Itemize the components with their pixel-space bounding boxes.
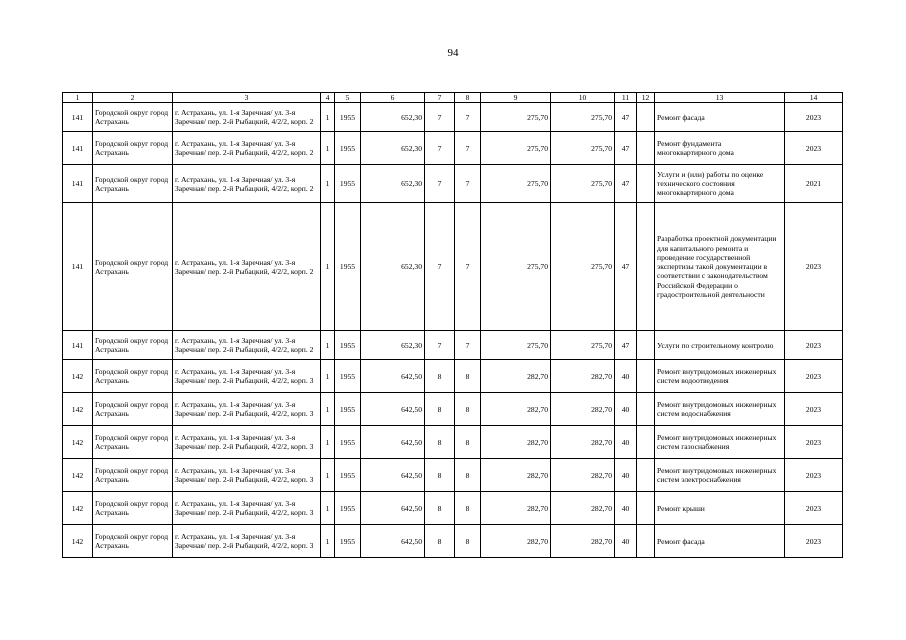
plan-year-cell: 2023 — [785, 132, 843, 165]
column-header: 13 — [655, 93, 785, 103]
col10-cell: 282,70 — [551, 492, 615, 525]
work-type-cell: Ремонт внутридомовых инженерных систем водоснабжения — [655, 393, 785, 426]
table-row — [63, 426, 843, 459]
col7-cell: 7 — [425, 132, 455, 165]
col12-cell — [637, 525, 655, 558]
row-number-cell: 142 — [63, 459, 93, 492]
build-year-cell: 1955 — [335, 459, 361, 492]
area-cell: 642,50 — [361, 426, 425, 459]
col11-cell: 47 — [615, 331, 637, 360]
district-cell: Городской округ город Астрахань — [93, 103, 173, 132]
row-number-cell: 141 — [63, 331, 93, 360]
area-cell: 652,30 — [361, 103, 425, 132]
col4-cell: 1 — [321, 393, 335, 426]
work-type-cell: Услуги и (или) работы по оценке технического состояния многоквартирного дома — [655, 165, 785, 203]
district-cell: Городской округ город Астрахань — [93, 459, 173, 492]
column-header: 10 — [551, 93, 615, 103]
col10-cell: 282,70 — [551, 393, 615, 426]
col4-cell: 1 — [321, 426, 335, 459]
col8-cell: 7 — [455, 165, 481, 203]
table-row — [63, 331, 843, 360]
area-cell: 642,50 — [361, 525, 425, 558]
work-type-cell: Ремонт внутридомовых инженерных систем электроснабжения — [655, 459, 785, 492]
row-number-cell: 142 — [63, 393, 93, 426]
col8-cell: 7 — [455, 103, 481, 132]
col7-cell: 8 — [425, 393, 455, 426]
table-row — [63, 525, 843, 558]
col10-cell: 275,70 — [551, 132, 615, 165]
work-type-cell: Ремонт фасада — [655, 103, 785, 132]
col11-cell: 40 — [615, 426, 637, 459]
plan-year-cell: 2023 — [785, 103, 843, 132]
col12-cell — [637, 132, 655, 165]
plan-year-cell: 2023 — [785, 393, 843, 426]
work-type-cell: Ремонт фасада — [655, 525, 785, 558]
row-number-cell: 141 — [63, 132, 93, 165]
col8-cell: 7 — [455, 132, 481, 165]
capital-repair-table — [62, 92, 843, 558]
table-row — [63, 393, 843, 426]
col9-cell: 282,70 — [481, 426, 551, 459]
col10-cell: 275,70 — [551, 203, 615, 331]
col7-cell: 8 — [425, 492, 455, 525]
col4-cell: 1 — [321, 492, 335, 525]
col11-cell: 40 — [615, 492, 637, 525]
table-row — [63, 103, 843, 132]
col8-cell: 8 — [455, 360, 481, 393]
area-cell: 642,50 — [361, 393, 425, 426]
col9-cell: 275,70 — [481, 165, 551, 203]
district-cell: Городской округ город Астрахань — [93, 393, 173, 426]
district-cell: Городской округ город Астрахань — [93, 331, 173, 360]
build-year-cell: 1955 — [335, 331, 361, 360]
col7-cell: 7 — [425, 331, 455, 360]
build-year-cell: 1955 — [335, 132, 361, 165]
col9-cell: 275,70 — [481, 132, 551, 165]
col7-cell: 8 — [425, 360, 455, 393]
col11-cell: 47 — [615, 203, 637, 331]
col7-cell: 8 — [425, 459, 455, 492]
column-header: 9 — [481, 93, 551, 103]
col12-cell — [637, 426, 655, 459]
district-cell: Городской округ город Астрахань — [93, 132, 173, 165]
col8-cell: 8 — [455, 525, 481, 558]
col11-cell: 40 — [615, 525, 637, 558]
column-header: 4 — [321, 93, 335, 103]
column-header: 8 — [455, 93, 481, 103]
col7-cell: 8 — [425, 426, 455, 459]
district-cell: Городской округ город Астрахань — [93, 165, 173, 203]
address-cell: г. Астрахань, ул. 1-я Заречная/ ул. 3-я Заречная/ пер. 2-й Рыбацкий, 4/2/2, корп. 3 — [173, 426, 321, 459]
col4-cell: 1 — [321, 459, 335, 492]
header-row — [63, 93, 843, 103]
row-number-cell: 142 — [63, 492, 93, 525]
column-header: 6 — [361, 93, 425, 103]
page-number: 94 — [447, 47, 459, 59]
col4-cell: 1 — [321, 103, 335, 132]
col8-cell: 8 — [455, 393, 481, 426]
work-type-cell: Ремонт крыши — [655, 492, 785, 525]
col7-cell: 7 — [425, 103, 455, 132]
district-cell: Городской округ город Астрахань — [93, 525, 173, 558]
col4-cell: 1 — [321, 331, 335, 360]
column-header: 2 — [93, 93, 173, 103]
column-header: 5 — [335, 93, 361, 103]
area-cell: 652,30 — [361, 132, 425, 165]
col10-cell: 282,70 — [551, 459, 615, 492]
plan-year-cell: 2023 — [785, 203, 843, 331]
col11-cell: 47 — [615, 132, 637, 165]
address-cell: г. Астрахань, ул. 1-я Заречная/ ул. 3-я Заречная/ пер. 2-й Рыбацкий, 4/2/2, корп. 3 — [173, 492, 321, 525]
build-year-cell: 1955 — [335, 360, 361, 393]
col8-cell: 8 — [455, 492, 481, 525]
plan-year-cell: 2023 — [785, 459, 843, 492]
col9-cell: 282,70 — [481, 459, 551, 492]
row-number-cell: 141 — [63, 203, 93, 331]
plan-year-cell: 2023 — [785, 492, 843, 525]
build-year-cell: 1955 — [335, 203, 361, 331]
work-type-cell: Ремонт внутридомовых инженерных систем газоснабжения — [655, 426, 785, 459]
address-cell: г. Астрахань, ул. 1-я Заречная/ ул. 3-я Заречная/ пер. 2-й Рыбацкий, 4/2/2, корп. 2 — [173, 331, 321, 360]
row-number-cell: 141 — [63, 165, 93, 203]
col11-cell: 47 — [615, 103, 637, 132]
col4-cell: 1 — [321, 525, 335, 558]
col12-cell — [637, 492, 655, 525]
address-cell: г. Астрахань, ул. 1-я Заречная/ ул. 3-я Заречная/ пер. 2-й Рыбацкий, 4/2/2, корп. 2 — [173, 103, 321, 132]
col9-cell: 282,70 — [481, 360, 551, 393]
col12-cell — [637, 360, 655, 393]
district-cell: Городской округ город Астрахань — [93, 426, 173, 459]
table-row — [63, 203, 843, 331]
col9-cell: 275,70 — [481, 331, 551, 360]
work-type-cell: Услуги по строительному контролю — [655, 331, 785, 360]
area-cell: 652,30 — [361, 331, 425, 360]
col11-cell: 47 — [615, 165, 637, 203]
district-cell: Городской округ город Астрахань — [93, 492, 173, 525]
plan-year-cell: 2023 — [785, 525, 843, 558]
col4-cell: 1 — [321, 132, 335, 165]
table-row — [63, 360, 843, 393]
area-cell: 642,50 — [361, 459, 425, 492]
col10-cell: 275,70 — [551, 103, 615, 132]
area-cell: 652,30 — [361, 203, 425, 331]
col9-cell: 282,70 — [481, 492, 551, 525]
col12-cell — [637, 203, 655, 331]
row-number-cell: 142 — [63, 426, 93, 459]
col7-cell: 8 — [425, 525, 455, 558]
col8-cell: 8 — [455, 459, 481, 492]
table-row — [63, 492, 843, 525]
col12-cell — [637, 459, 655, 492]
col9-cell: 282,70 — [481, 525, 551, 558]
col7-cell: 7 — [425, 165, 455, 203]
col4-cell: 1 — [321, 165, 335, 203]
work-type-cell: Ремонт внутридомовых инженерных систем водоотведения — [655, 360, 785, 393]
build-year-cell: 1955 — [335, 525, 361, 558]
col4-cell: 1 — [321, 203, 335, 331]
row-number-cell: 142 — [63, 360, 93, 393]
table-body — [63, 103, 843, 558]
col12-cell — [637, 393, 655, 426]
col8-cell: 7 — [455, 331, 481, 360]
col9-cell: 282,70 — [481, 393, 551, 426]
row-number-cell: 141 — [63, 103, 93, 132]
build-year-cell: 1955 — [335, 393, 361, 426]
col4-cell: 1 — [321, 360, 335, 393]
col10-cell: 282,70 — [551, 360, 615, 393]
area-cell: 642,50 — [361, 360, 425, 393]
col12-cell — [637, 331, 655, 360]
build-year-cell: 1955 — [335, 492, 361, 525]
column-header: 7 — [425, 93, 455, 103]
plan-year-cell: 2023 — [785, 360, 843, 393]
col12-cell — [637, 103, 655, 132]
district-cell: Городской округ город Астрахань — [93, 360, 173, 393]
area-cell: 652,30 — [361, 165, 425, 203]
address-cell: г. Астрахань, ул. 1-я Заречная/ ул. 3-я Заречная/ пер. 2-й Рыбацкий, 4/2/2, корп. 2 — [173, 165, 321, 203]
col11-cell: 40 — [615, 360, 637, 393]
build-year-cell: 1955 — [335, 165, 361, 203]
address-cell: г. Астрахань, ул. 1-я Заречная/ ул. 3-я Заречная/ пер. 2-й Рыбацкий, 4/2/2, корп. 3 — [173, 393, 321, 426]
col10-cell: 282,70 — [551, 426, 615, 459]
col10-cell: 275,70 — [551, 165, 615, 203]
col10-cell: 282,70 — [551, 525, 615, 558]
address-cell: г. Астрахань, ул. 1-я Заречная/ ул. 3-я Заречная/ пер. 2-й Рыбацкий, 4/2/2, корп. 3 — [173, 525, 321, 558]
col9-cell: 275,70 — [481, 203, 551, 331]
col11-cell: 40 — [615, 459, 637, 492]
column-header: 12 — [637, 93, 655, 103]
col10-cell: 275,70 — [551, 331, 615, 360]
col11-cell: 40 — [615, 393, 637, 426]
col7-cell: 7 — [425, 203, 455, 331]
column-header: 1 — [63, 93, 93, 103]
table-row — [63, 132, 843, 165]
address-cell: г. Астрахань, ул. 1-я Заречная/ ул. 3-я Заречная/ пер. 2-й Рыбацкий, 4/2/2, корп. 3 — [173, 360, 321, 393]
column-header: 11 — [615, 93, 637, 103]
col9-cell: 275,70 — [481, 103, 551, 132]
plan-year-cell: 2023 — [785, 331, 843, 360]
address-cell: г. Астрахань, ул. 1-я Заречная/ ул. 3-я Заречная/ пер. 2-й Рыбацкий, 4/2/2, корп. 2 — [173, 203, 321, 331]
build-year-cell: 1955 — [335, 103, 361, 132]
address-cell: г. Астрахань, ул. 1-я Заречная/ ул. 3-я Заречная/ пер. 2-й Рыбацкий, 4/2/2, корп. 2 — [173, 132, 321, 165]
work-type-cell: Ремонт фундамента многоквартирного дома — [655, 132, 785, 165]
col8-cell: 8 — [455, 426, 481, 459]
district-cell: Городской округ город Астрахань — [93, 203, 173, 331]
column-header: 14 — [785, 93, 843, 103]
plan-year-cell: 2021 — [785, 165, 843, 203]
table-row — [63, 165, 843, 203]
plan-year-cell: 2023 — [785, 426, 843, 459]
col8-cell: 7 — [455, 203, 481, 331]
column-header: 3 — [173, 93, 321, 103]
build-year-cell: 1955 — [335, 426, 361, 459]
address-cell: г. Астрахань, ул. 1-я Заречная/ ул. 3-я Заречная/ пер. 2-й Рыбацкий, 4/2/2, корп. 3 — [173, 459, 321, 492]
work-type-cell: Разработка проектной документации для капитального ремонта и проведение государственной экспертизы такой документации в соответствии с законодательством Российской Федерации о градостроительной деятельности — [655, 203, 785, 331]
area-cell: 642,50 — [361, 492, 425, 525]
col12-cell — [637, 165, 655, 203]
row-number-cell: 142 — [63, 525, 93, 558]
table-row — [63, 459, 843, 492]
